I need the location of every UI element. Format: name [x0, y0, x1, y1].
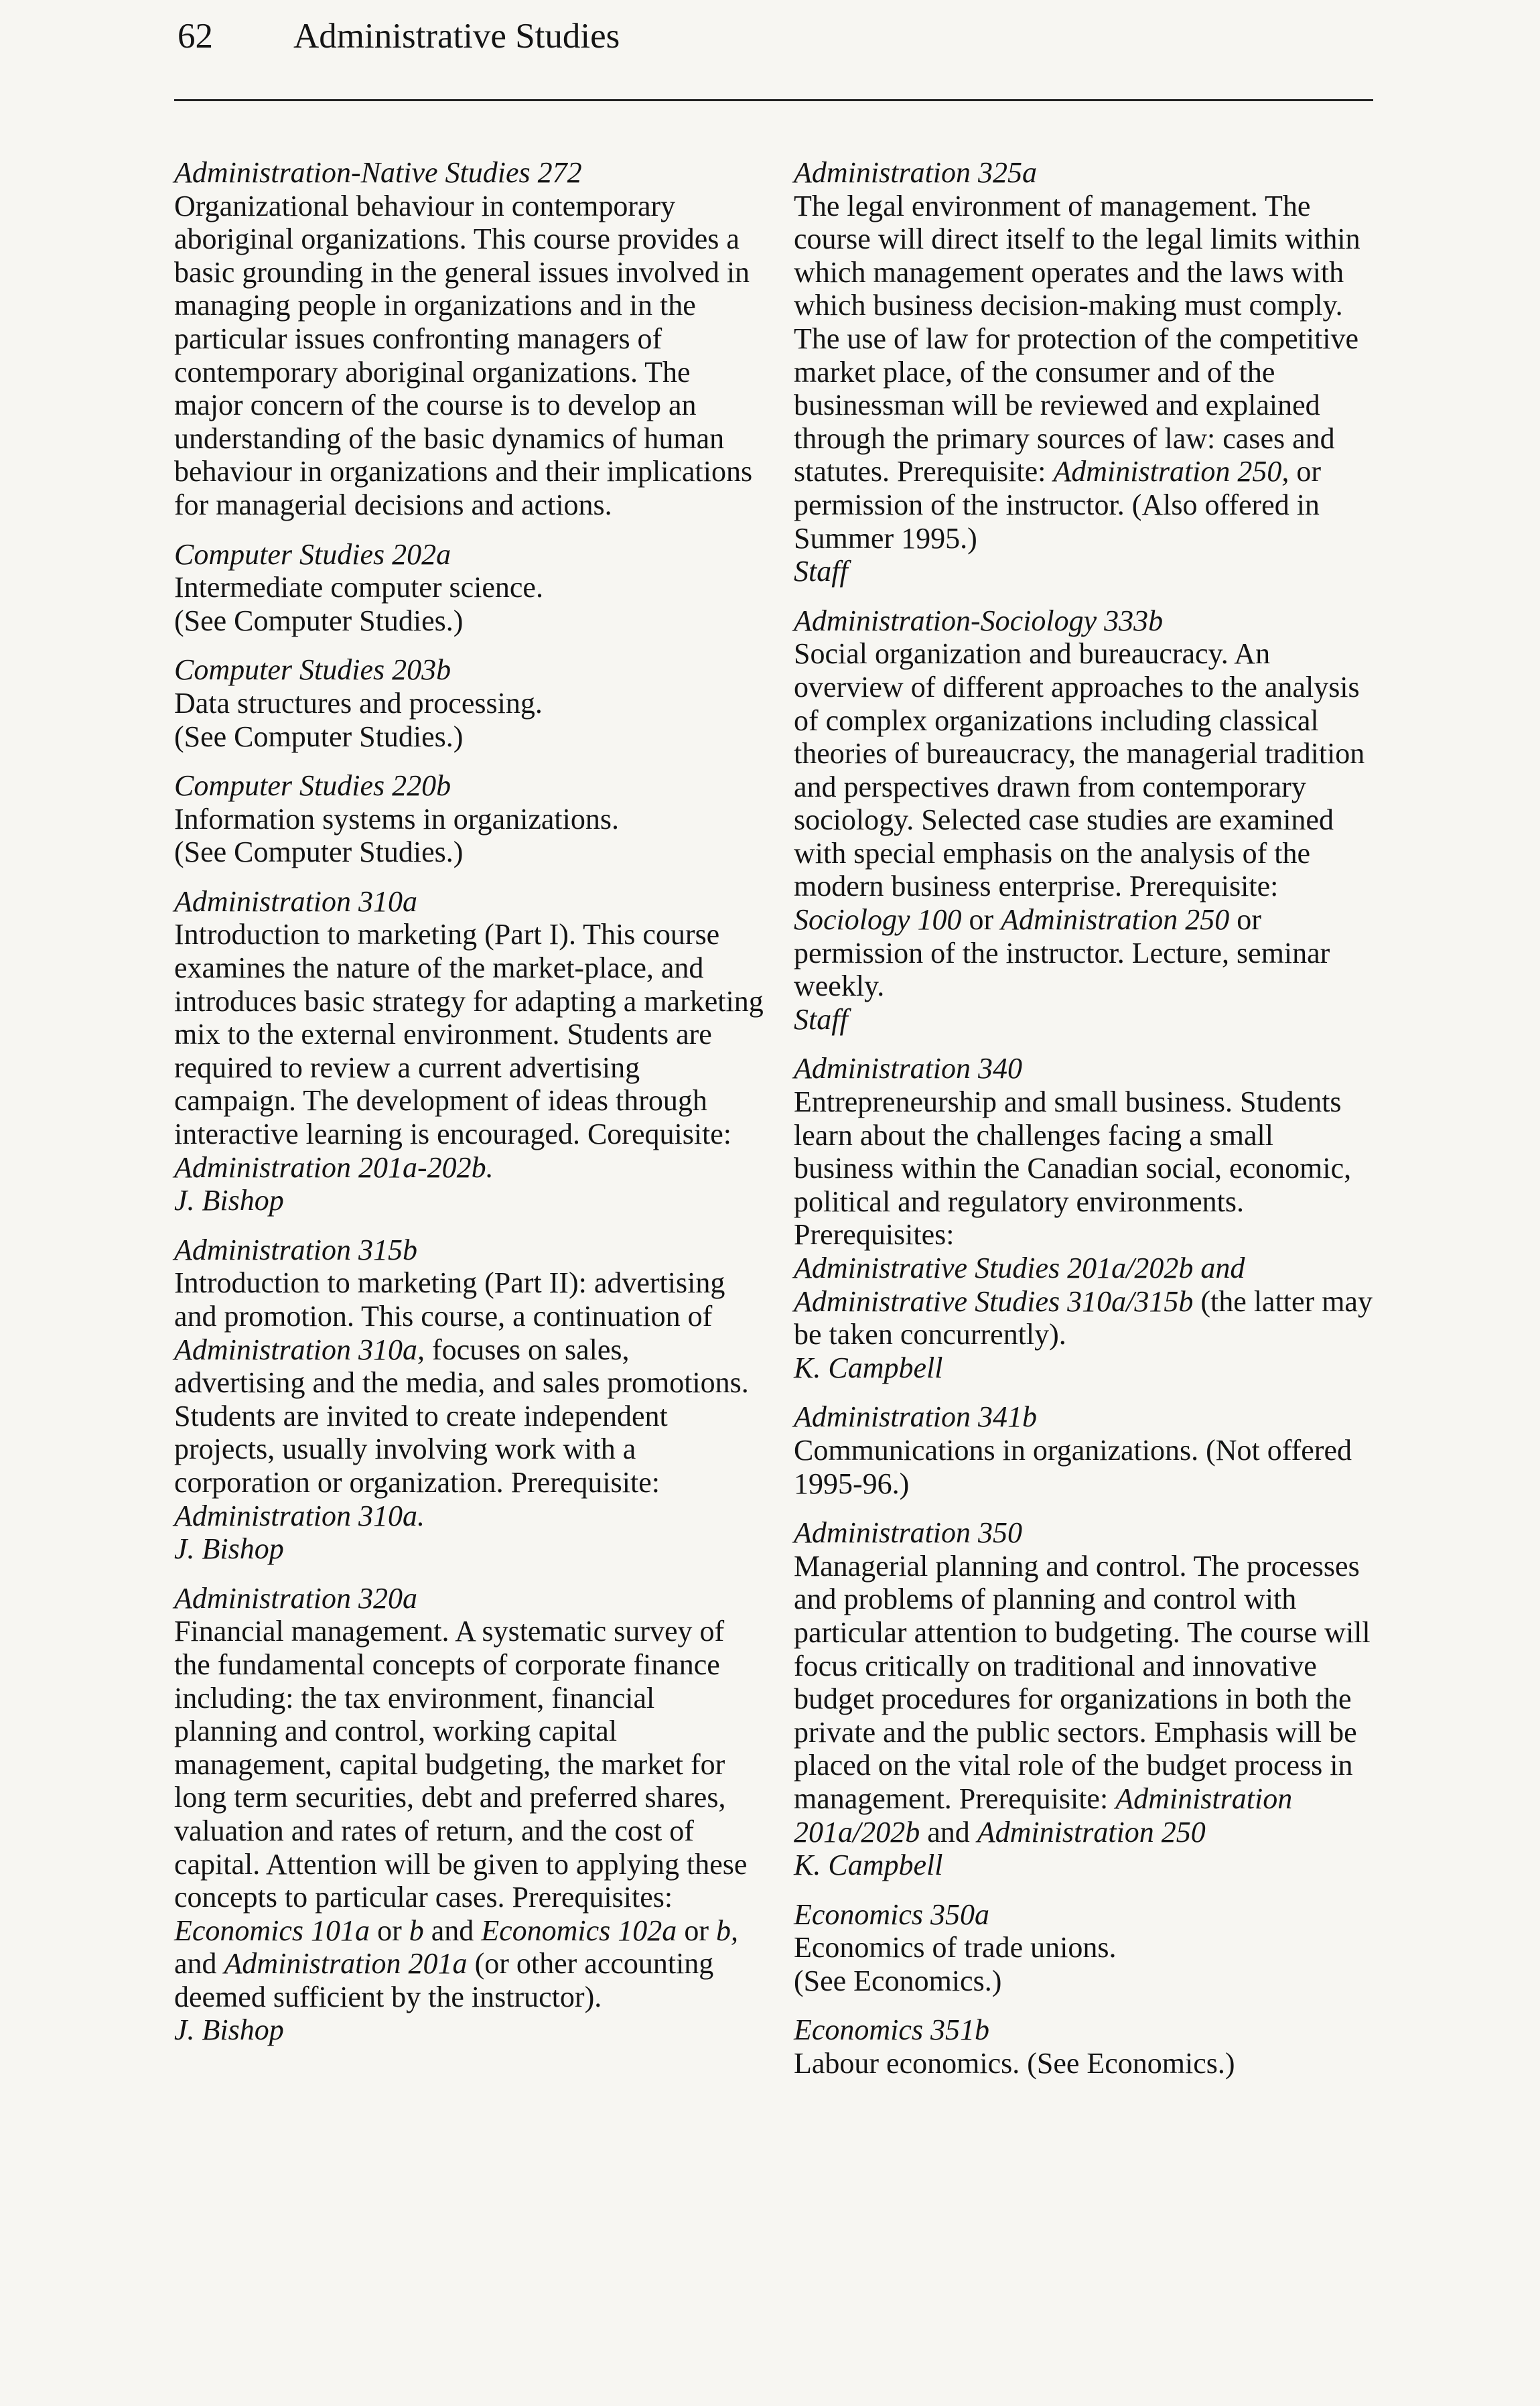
course-reference: Administration 310a,	[174, 1333, 425, 1366]
description-text: Social organization and bureaucracy. An overview of different approaches to the analysis of complex organizations including classical theories of bureaucracy, the managerial tradition and perspectives drawn from contemporary sociology. Selected case studies are examined with special emphasis on the analysis of the modern business enterprise. Prerequisite:	[794, 637, 1365, 903]
page-number: 62	[178, 17, 213, 56]
description-text: or	[961, 903, 1001, 937]
course-title: Administration-Sociology 333b	[794, 604, 1164, 637]
course-entry	[174, 885, 764, 1217]
description-text: (See Computer Studies.)	[174, 720, 464, 753]
description-text: Entrepreneurship and small business. Students learn about the challenges facing a small business within the Canadian social, economic, political and regulatory environments. Prerequisites:	[794, 1085, 1352, 1252]
course-reference: Administration 201a	[224, 1947, 468, 1981]
course-description	[174, 1266, 764, 1565]
description-text: (See Economics.)	[794, 1964, 1002, 1997]
course-title: Administration 350	[794, 1516, 1023, 1550]
course-reference: Administrative Studies 201a/202b and Administrative Studies 310a/315b	[794, 1252, 1245, 1318]
description-text: or	[370, 1914, 409, 1947]
description-text: Communications in organizations. (Not offered 1995-96.)	[794, 1433, 1352, 1500]
course-entry	[174, 156, 764, 522]
description-text: Managerial planning and control. The processes and problems of planning and control with particular attention to budgeting. The course will focus critically on traditional and innovative budget procedures for organizations in both the private and the public sectors. Emphasis will be placed on the vital role of the budget process in management. Prerequisite:	[794, 1549, 1371, 1815]
course-entry	[174, 1582, 764, 2047]
course-title: Administration-Native Studies 272	[174, 156, 582, 189]
description-text: Labour economics. (See Economics.)	[794, 2047, 1235, 2080]
description-text: (See Computer Studies.)	[174, 604, 464, 637]
course-reference: Sociology 100	[794, 903, 962, 937]
instructor-name: J. Bishop	[174, 2013, 284, 2047]
course-reference: Administration 310a.	[174, 1499, 425, 1532]
course-title: Administration 325a	[794, 156, 1038, 189]
description-text: or permission of the instructor. (Also offered in Summer 1995.)	[794, 455, 1322, 555]
course-reference: Administration 250	[1001, 903, 1230, 937]
left-column	[174, 156, 764, 2063]
course-title: Economics 351b	[794, 2013, 990, 2047]
course-description	[794, 1434, 1377, 1500]
course-entry	[794, 156, 1377, 588]
course-entry	[174, 769, 764, 869]
course-entry	[174, 538, 764, 638]
course-title: Administration 340	[794, 1052, 1023, 1085]
course-description	[794, 1931, 1377, 1997]
page-header	[178, 15, 620, 58]
description-text: Introduction to marketing (Part I). This course examines the nature of the market-place, and introduces basic strategy for adapting a marketing mix to the external environment. Students are required to review a current advertising campaign. The development of ideas through interactive learning is encouraged. Corequisite:	[174, 918, 764, 1151]
course-entry	[794, 1516, 1377, 1882]
description-text: Introduction to marketing (Part II): advertising and promotion. This course, a continuation of	[174, 1266, 725, 1333]
description-text: Organizational behaviour in contemporary aboriginal organizations. This course provides a basic grounding in the general issues involved in managing people in organizations and in the particular issues confronting managers of contemporary aboriginal organizations. The major concern of the course is to develop an understanding of the basic dynamics of human behaviour in organizations and their implications for managerial decisions and actions.	[174, 189, 753, 521]
description-text: focuses on sales, advertising and the media, and sales promotions. Students are invited to create independent projects, usually involving work with a corporation or organization. Prerequisite:	[174, 1333, 749, 1499]
course-title: Administration 310a	[174, 884, 418, 918]
course-reference: b,	[715, 1914, 738, 1947]
course-description	[794, 1550, 1377, 1882]
course-entry	[794, 1052, 1377, 1384]
course-title: Computer Studies 203b	[174, 653, 451, 687]
description-text: Economics of trade unions.	[794, 1931, 1117, 1964]
course-reference: b	[409, 1914, 424, 1947]
course-title: Administration 320a	[174, 1581, 418, 1615]
instructor-name: J. Bishop	[174, 1532, 284, 1566]
page-title: Administrative Studies	[293, 17, 620, 56]
course-description	[174, 918, 764, 1217]
instructor-name: K. Campbell	[794, 1849, 943, 1882]
course-title: Computer Studies 220b	[174, 769, 451, 803]
course-entry	[794, 1898, 1377, 1998]
course-entry	[794, 2013, 1377, 2080]
course-entry	[794, 1400, 1377, 1500]
course-description	[794, 190, 1377, 588]
course-description	[794, 1085, 1377, 1384]
instructor-name: J. Bishop	[174, 1184, 284, 1217]
course-entry	[794, 604, 1377, 1037]
description-text: (or other accounting deemed sufficient by the instructor).	[174, 1947, 714, 2013]
course-reference: Administration 250,	[1053, 455, 1289, 488]
course-reference: Administration 201a/202b	[794, 1782, 1293, 1849]
course-description	[174, 571, 764, 637]
instructor-name: Staff	[794, 555, 848, 588]
instructor-name: Staff	[794, 1002, 848, 1036]
course-title: Computer Studies 202a	[174, 537, 451, 571]
instructor-name: K. Campbell	[794, 1351, 943, 1384]
description-text: and	[920, 1815, 977, 1849]
description-text: Financial management. A systematic survey of the fundamental concepts of corporate finance including: the tax environment, financial planning and control, working capital management, capital budgeting, the market for long term securities, debt and preferred shares, valuation and rates of return, and the cost of capital. Attention will be given to applying these concepts to particular cases. Prerequisites:	[174, 1615, 748, 1914]
course-entry	[174, 653, 764, 753]
description-text: Intermediate computer science.	[174, 571, 543, 604]
course-title: Administration 341b	[794, 1400, 1038, 1434]
description-text: or	[677, 1914, 716, 1947]
course-description	[174, 190, 764, 522]
description-text: Information systems in organizations.	[174, 802, 619, 836]
course-title: Economics 350a	[794, 1897, 990, 1931]
description-text: and	[174, 1947, 224, 1981]
course-reference: Administration 250	[977, 1815, 1206, 1849]
course-description	[174, 1615, 764, 2047]
description-text: (the latter may be taken concurrently).	[794, 1284, 1373, 1351]
course-description	[794, 2047, 1377, 2080]
description-text: (See Computer Studies.)	[174, 836, 464, 869]
course-description	[174, 803, 764, 869]
course-description	[794, 637, 1377, 1036]
course-reference: Economics 101a	[174, 1914, 370, 1947]
description-text: The legal environment of management. The course will direct itself to the legal limits within which management operates and the laws with which business decision-making must comply. The use of law for protection of the competitive market place, of the consumer and of the businessman will be reviewed and explained through the primary sources of law: cases and statutes. Prerequisite:	[794, 189, 1360, 488]
description-text: Data structures and processing.	[174, 686, 543, 720]
course-title: Administration 315b	[174, 1233, 418, 1266]
description-text: and	[423, 1914, 482, 1947]
course-description	[174, 687, 764, 753]
course-reference: Economics 102a	[481, 1914, 677, 1947]
course-entry	[174, 1233, 764, 1566]
course-reference: Administration 201a-202b.	[174, 1150, 494, 1184]
description-text: or permission of the instructor. Lecture, seminar weekly.	[794, 903, 1330, 1003]
right-column	[794, 156, 1377, 2096]
header-rule	[174, 99, 1373, 101]
